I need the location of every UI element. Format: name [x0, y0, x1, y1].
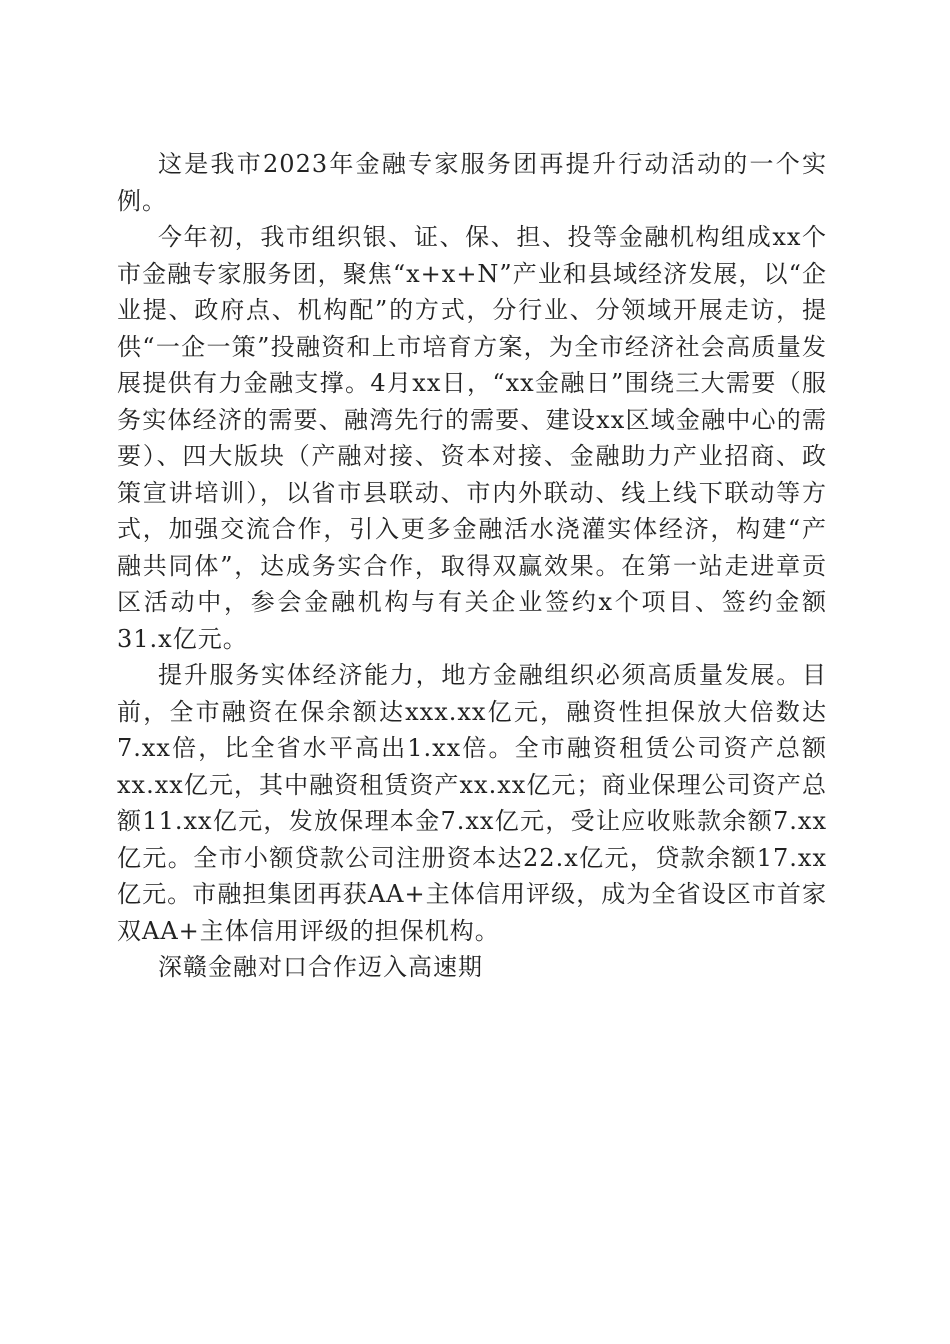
paragraph-local-finance: 提升服务实体经济能力，地方金融组织必须高质量发展。目前，全市融资在保余额达xxx.xx亿元，融资性担保放大倍数达7.xx倍，比全省水平高出1.xx倍。全市融资租赁公司资产总额xx.xx亿元，其中融资租赁资产xx.xx亿元；商业保理公司资产总额11.xx亿元，发放保理本金7.xx亿元，受让应收账款余额7.xx亿元。全市小额贷款公司注册资本达22.x亿元，贷款余额17.xx亿元。市融担集团再获AA+主体信用评级，成为全省设区市首家双AA+主体信用评级的担保机构。 [117, 661, 827, 945]
section-heading-shenzhen-ganzhou: 深赣金融对口合作迈入高速期 [158, 953, 483, 981]
paragraph-intro: 这是我市2023年金融专家服务团再提升行动活动的一个实例。 [117, 150, 827, 215]
document-body [117, 146, 827, 986]
paragraph-expert-service: 今年初，我市组织银、证、保、担、投等金融机构组成xx个市金融专家服务团，聚焦“x+x+N”产业和县域经济发展，以“企业提、政府点、机构配”的方式，分行业、分领域开展走访，提供“一企一策”投融资和上市培育方案，为全市经济社会高质量发展提供有力金融支撑。4月xx日，“xx金融日”围绕三大需要（服务实体经济的需要、融湾先行的需要、建设xx区域金融中心的需要）、四大版块（产融对接、资本对接、金融助力产业招商、政策宣讲培训），以省市县联动、市内外联动、线上线下联动等方式，加强交流合作，引入更多金融活水浇灌实体经济，构建“产融共同体”，达成务实合作，取得双赢效果。在第一站走进章贡区活动中，参会金融机构与有关企业签约x个项目、签约金额31.x亿元。 [117, 223, 827, 653]
